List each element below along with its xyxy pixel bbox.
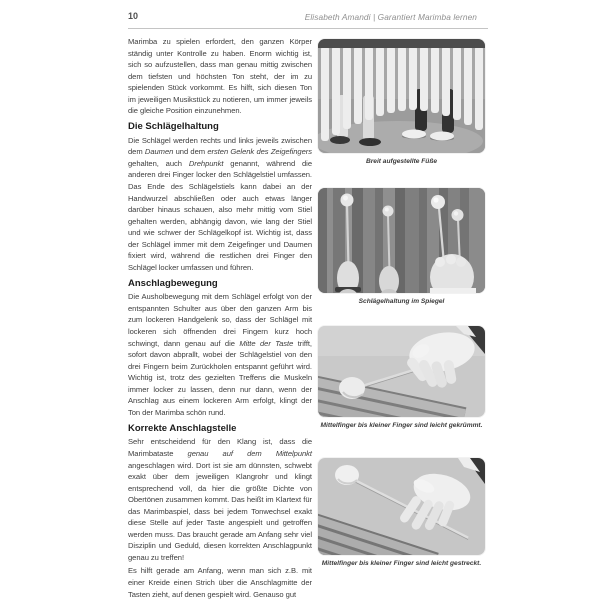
body-paragraph: Es hilft gerade am Anfang, wenn man sich z.B. mit einer Kreide einen Strich über die Anschlagmitte der Tasten zieht, auf denen gespielt wird. Genauso gut (128, 566, 312, 599)
photo-mirror-illustration (318, 188, 485, 293)
photo-stretched-illustration (318, 458, 485, 555)
section-heading-schlaegelhaltung: Die Schlägelhaltung (128, 121, 219, 133)
photo-feet-illustration (318, 39, 485, 153)
photo-feet (318, 39, 485, 153)
figure-feet (318, 39, 485, 165)
header-divider (128, 28, 488, 29)
figure-stretched-fingers (318, 458, 485, 567)
intro-paragraph: Marimba zu spielen erfordert, den ganzen Körper ständig unter Kontrolle zu haben. Enorm wichtig ist, sich so aufzustellen, dass man genau mittig zwischen dem tiefsten und höchsten Ton steht, der im zu spielenden Stück vorkommt. Es hilft, sich diesen Ton im jeweiligen Musikstück zu notieren, um immer jeweils die gleiche Position einzunehmen. (128, 37, 312, 116)
page-number: 10 (128, 11, 139, 21)
section-heading-korrekte-anschlagstelle: Korrekte Anschlagstelle (128, 422, 237, 434)
photo-curled-illustration (318, 326, 485, 417)
figure-caption: Schlägelhaltung im Spiegel (358, 298, 445, 305)
marimba-frame-bar (318, 39, 485, 48)
photo-stretched-fingers (318, 458, 485, 555)
figure-mirror (318, 188, 485, 305)
photo-curled-fingers (318, 326, 485, 417)
body-paragraph: Die Ausholbewegung mit dem Schlägel erfolgt von der entspannten Schulter aus über den ganzen Arm bis zum lockeren Handgelenk so, dass der Schlägel mit lockeren sich öffnenden drei Fingern kurz hoch schwingt, dann genau auf die Mitte der Taste trifft, sofort davon abprallt, wobei der Schlägelstiel von den drei Fingern beim Zurückholen entspannt geführt wird. Wichtig ist, trotz des gezielten Treffens die Muskeln immer locker zu lassen, denn nur dann, wenn der Anschlag aus einem lockeren Arm erfolgt, klingt der Ton der Marimba schön rund. (128, 292, 312, 417)
figure-caption: Mittelfinger bis kleiner Finger sind leicht gekrümmt. (320, 422, 483, 429)
running-header: Elisabeth Amandi | Garantiert Marimba lernen (304, 11, 477, 22)
figure-curled-fingers (318, 326, 485, 429)
body-paragraph: Sehr entscheidend für den Klang ist, dass die Marimbataste genau auf dem Mittelpunkt angeschlagen wird. Dort ist sie am dünnsten, schwebt exakt über dem jeweiligen Klangrohr und klingt entsprechend voll, da hier die größte Dichte von Obertönen zusammen kommt. Das heißt im Klartext für das Marimbaspiel, dass bei jedem Tonwechsel exakt diese Stelle auf jeder Taste angespielt und getroffen werden muss. Das braucht gerade am Anfang sehr viel Disziplin und Geduld, diesen korrekten Anschlagpunkt genau zu treffen! (128, 437, 312, 562)
figure-caption: Mittelfinger bis kleiner Finger sind leicht gestreckt. (321, 560, 482, 567)
body-paragraph: Die Schlägel werden rechts und links jeweils zwischen dem Daumen und dem ersten Gelenk des Zeigefingers gehalten, auch Drehpunkt genannt, während die anderen drei Finger locker den Schlägelstiel umfassen. Das Ende des Schlägelstiels kann dabei an der Handwurzel abschließen oder auch etwas länger darüber hinaus schauen, also mehr mittig vom Stiel gehalten werden, abhängig davon, wie lang der Stiel und wie schwer der Schlägelkopf ist. Wichtig ist, dass der Schlägel immer mit dem Zeigefinger und Daumen fixiert wird, während die restlichen drei Finger den Schlägel locker umfassen und führen. (128, 135, 313, 272)
figure-caption: Breit aufgestellte Füße (365, 158, 438, 165)
article-column (128, 36, 312, 600)
section-heading-anschlagbewegung: Anschlagbewegung (128, 277, 218, 289)
photo-mirror (318, 188, 485, 293)
